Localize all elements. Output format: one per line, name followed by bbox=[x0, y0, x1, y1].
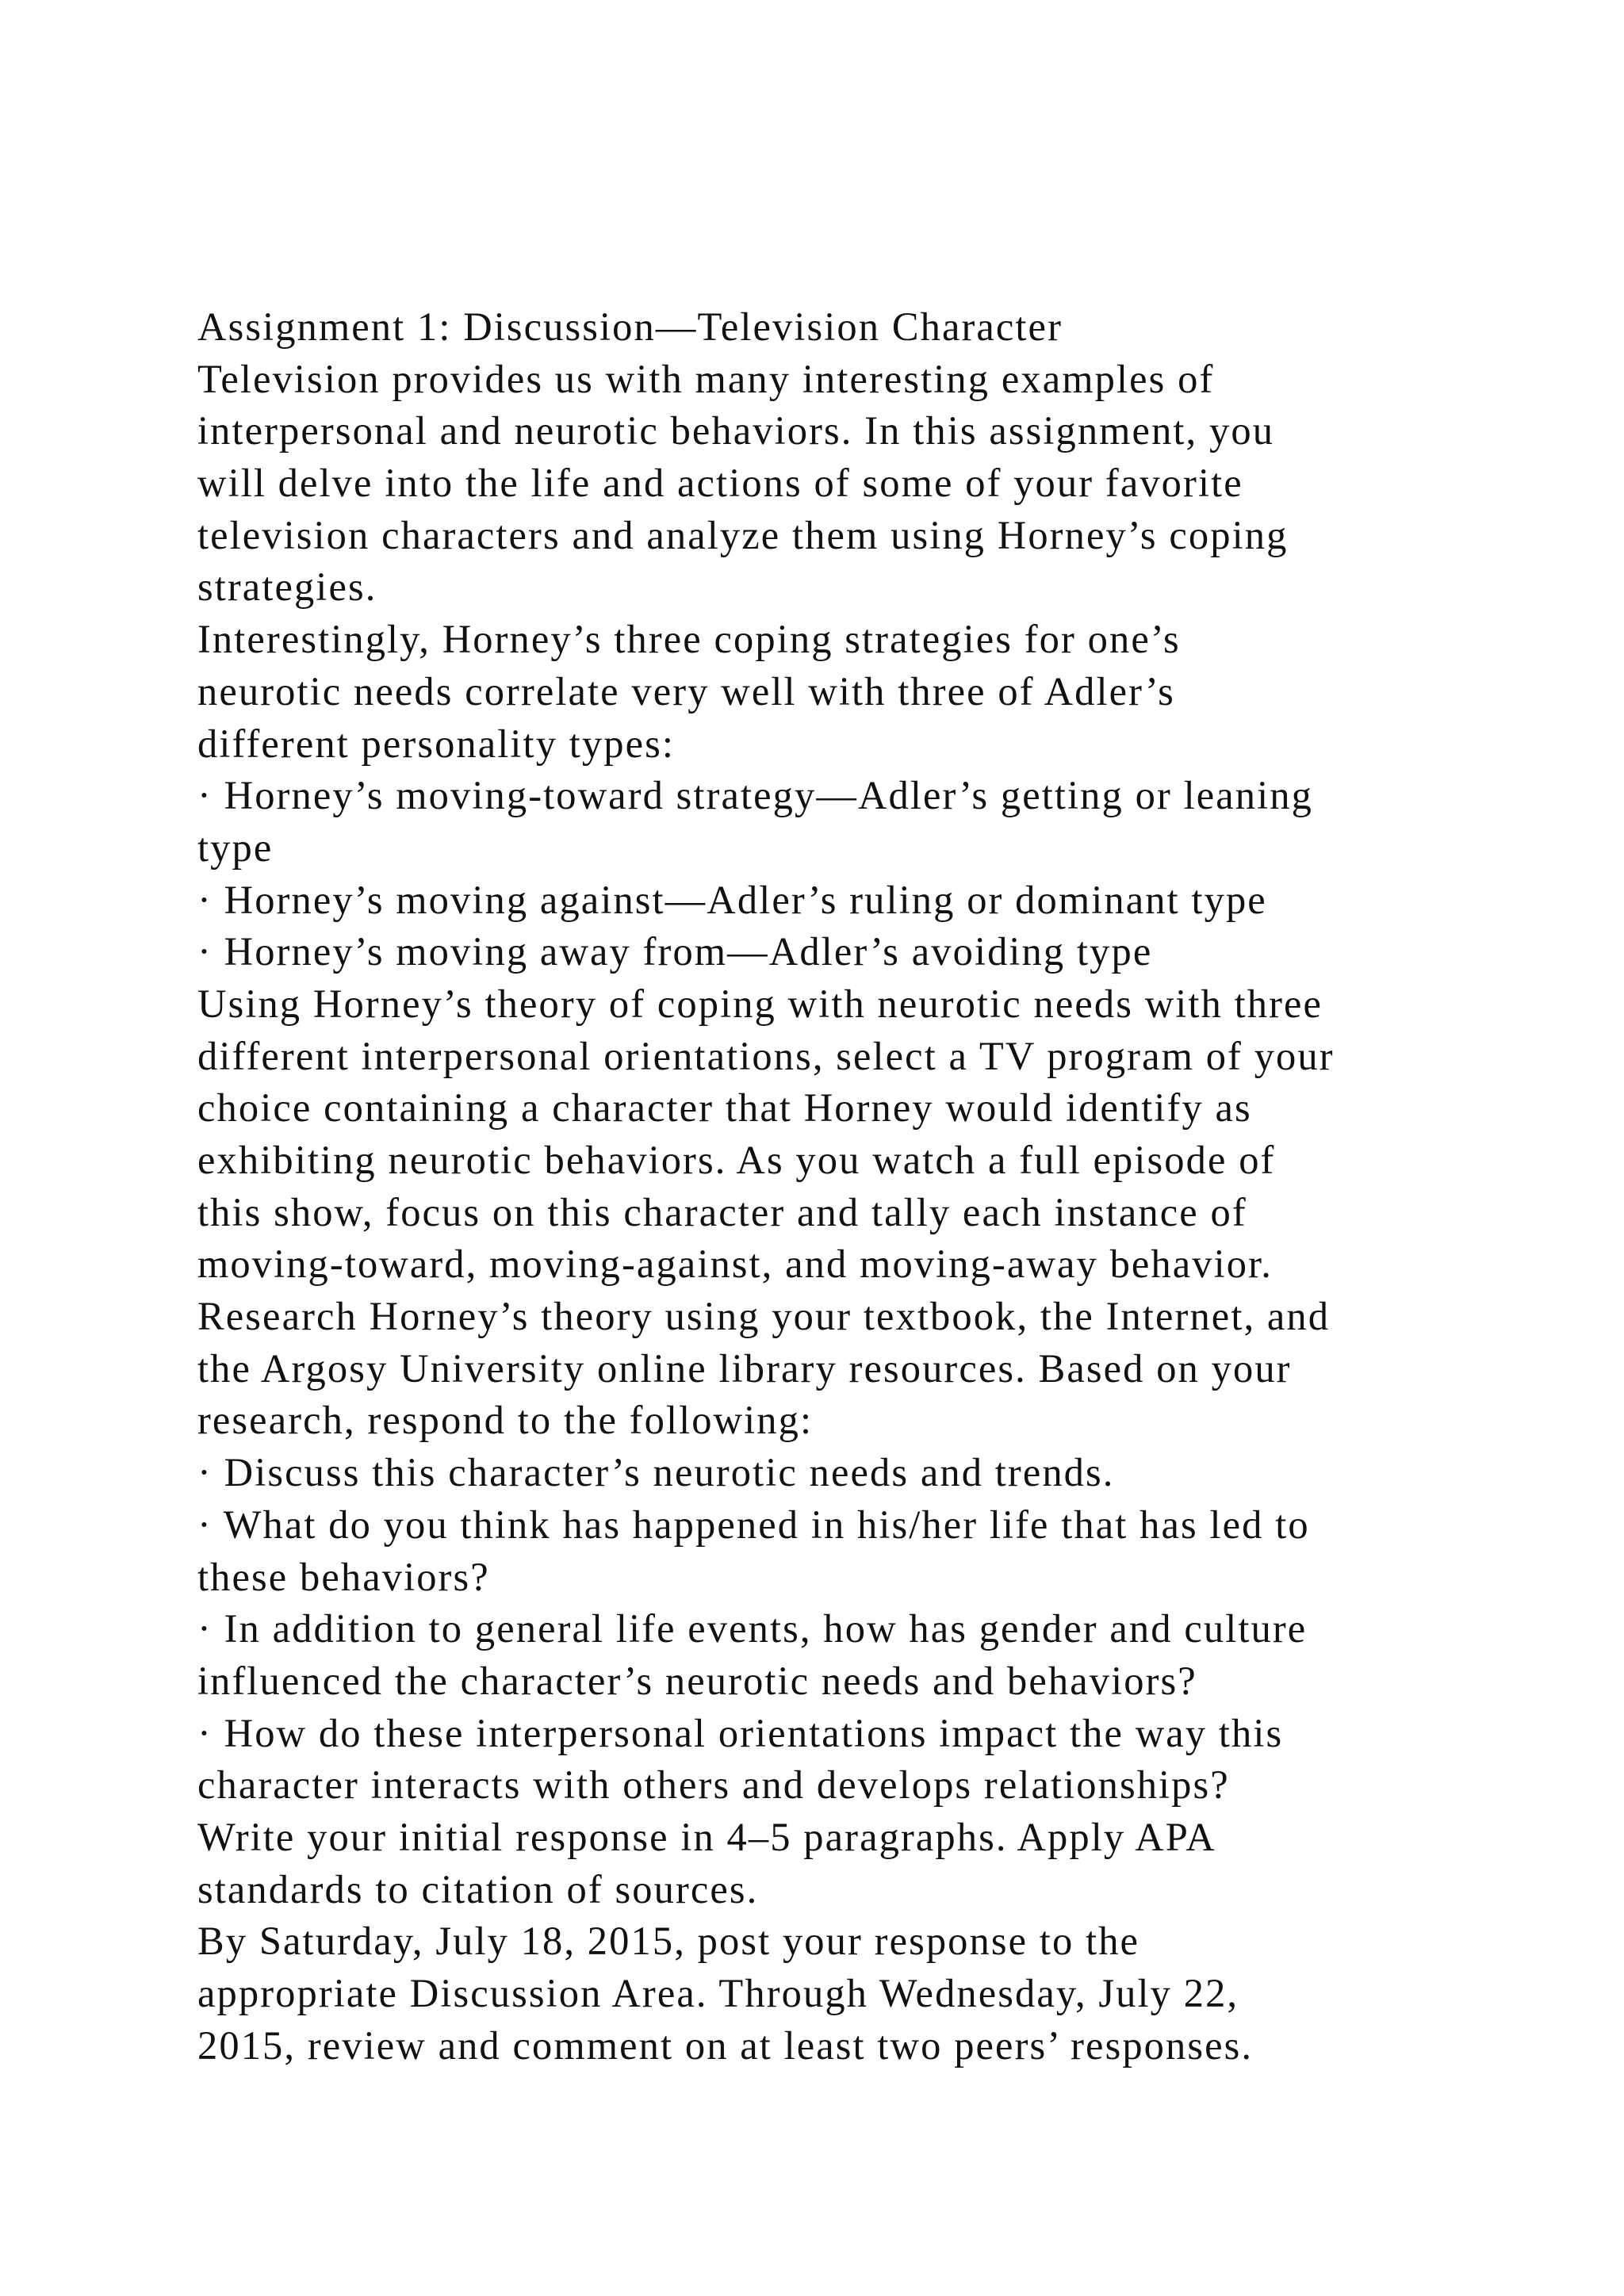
text-line: Television provides us with many interesting examples of bbox=[197, 356, 1215, 401]
text-line: By Saturday, July 18, 2015, post your response to the bbox=[197, 1919, 1140, 1964]
text-line: neurotic needs correlate very well with three of Adler’s bbox=[197, 668, 1175, 714]
text-line: these behaviors? bbox=[197, 1554, 490, 1599]
text-line: character interacts with others and develops relationships? bbox=[197, 1762, 1230, 1808]
bullet-line: · Horney’s moving against—Adler’s ruling or dominant type bbox=[197, 877, 1267, 922]
text-line: the Argosy University online library resources. Based on your bbox=[197, 1345, 1292, 1391]
text-line: moving-toward, moving-against, and moving-away behavior. bbox=[197, 1242, 1273, 1287]
text-line: standards to citation of sources. bbox=[197, 1866, 759, 1911]
bullet-line: · Discuss this character’s neurotic needs and trends. bbox=[197, 1450, 1115, 1495]
text-line: Interestingly, Horney’s three coping strategies for one’s bbox=[197, 617, 1181, 662]
bullet-line: · Horney’s moving away from—Adler’s avoiding type bbox=[197, 929, 1153, 974]
text-line: different interpersonal orientations, select a TV program of your bbox=[197, 1033, 1335, 1078]
text-line: exhibiting neurotic behaviors. As you watch a full episode of bbox=[197, 1138, 1276, 1182]
text-line: will delve into the life and actions of some of your favorite bbox=[197, 461, 1243, 506]
text-line: 2015, review and comment on at least two peers’ responses. bbox=[197, 2022, 1254, 2068]
text-line: Using Horney’s theory of coping with neurotic needs with three bbox=[197, 981, 1323, 1026]
document-body bbox=[197, 301, 1545, 2072]
text-line: strategies. bbox=[197, 564, 377, 610]
text-line: different personality types: bbox=[197, 721, 675, 766]
text-line: choice containing a character that Horney would identify as bbox=[197, 1085, 1252, 1131]
document-title: Assignment 1: Discussion—Television Character bbox=[197, 304, 1063, 349]
text-line: Research Horney’s theory using your textbook, the Internet, and bbox=[197, 1294, 1331, 1339]
text-line: Write your initial response in 4–5 paragraphs. Apply APA bbox=[197, 1814, 1216, 1859]
text-line: research, respond to the following: bbox=[197, 1398, 814, 1443]
bullet-line: · What do you think has happened in his/her life that has led to bbox=[197, 1502, 1310, 1547]
bullet-line: · In addition to general life events, how has gender and culture bbox=[197, 1606, 1308, 1651]
text-line: appropriate Discussion Area. Through Wednesday, July 22, bbox=[197, 1971, 1239, 2015]
text-line: this show, focus on this character and tally each instance of bbox=[197, 1189, 1247, 1234]
text-line: television characters and analyze them using Horney’s coping bbox=[197, 512, 1289, 557]
text-line: type bbox=[197, 825, 274, 870]
bullet-line: · How do these interpersonal orientations impact the way this bbox=[197, 1710, 1284, 1755]
text-line: interpersonal and neurotic behaviors. In this assignment, you bbox=[197, 408, 1275, 453]
text-line: influenced the character’s neurotic needs and behaviors? bbox=[197, 1658, 1197, 1703]
bullet-line: · Horney’s moving-toward strategy—Adler’s getting or leaning bbox=[197, 773, 1313, 818]
